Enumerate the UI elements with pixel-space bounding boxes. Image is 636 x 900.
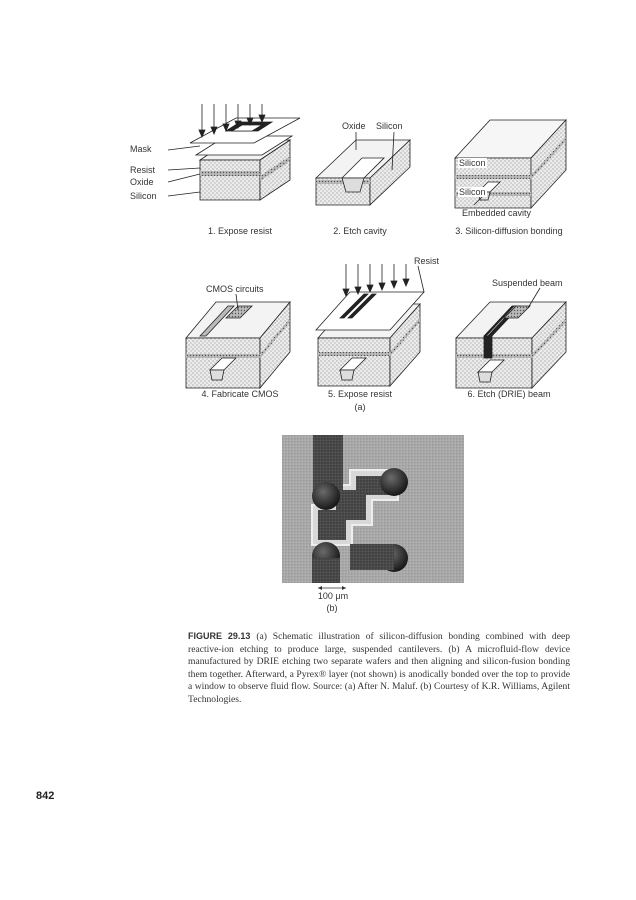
label-step5-resist: Resist [414,256,440,266]
panel-label-a: (a) [354,402,366,412]
label-mask: Mask [130,144,152,154]
step-caption-4: 4. Fabricate CMOS [201,389,279,399]
label-step2-oxide: Oxide [342,121,366,131]
step-caption-3: 3. Silicon-diffusion bonding [455,226,563,236]
step-caption-5: 5. Expose resist [327,389,393,399]
step-caption-2: 2. Etch cavity [333,226,387,236]
caption-text: (a) Schematic illustration of silicon-diffusion bonding combined with deep reactive-ion etching to produce large, suspended cantilevers. (b) A microfluid-flow device manufactured by DRIE etching two separate wafers and then aligning and silicon-fusion bonding them together. Afterward, a Pyrex® layer (not shown) is anodically bonded over the top to provide a window to observe fluid flow. Source: (a) After N. Maluf. (b) Courtesy of K.R. Williams, Agilent Technologies. [188,631,571,705]
label-embedded-cavity: Embedded cavity [462,208,532,218]
step-caption-6: 6. Etch (DRIE) beam [467,389,551,399]
label-resist: Resist [130,165,156,175]
label-step3-silicon-top: Silicon [459,158,486,168]
label-cmos-circuits: CMOS circuits [206,284,264,294]
label-step2-silicon: Silicon [376,121,403,131]
label-silicon: Silicon [130,191,157,201]
step-caption-1: 1. Expose resist [207,226,273,236]
label-step3-silicon-bottom: Silicon [459,187,486,197]
figure-number: FIGURE 29.13 [188,631,251,641]
label-oxide: Oxide [130,177,154,187]
panel-label-b: (b) [326,603,338,613]
scale-bar-label: 100 μm [317,591,349,601]
figure-caption [188,630,570,707]
page-number: 842 [36,790,55,802]
label-suspended-beam: Suspended beam [492,278,563,288]
